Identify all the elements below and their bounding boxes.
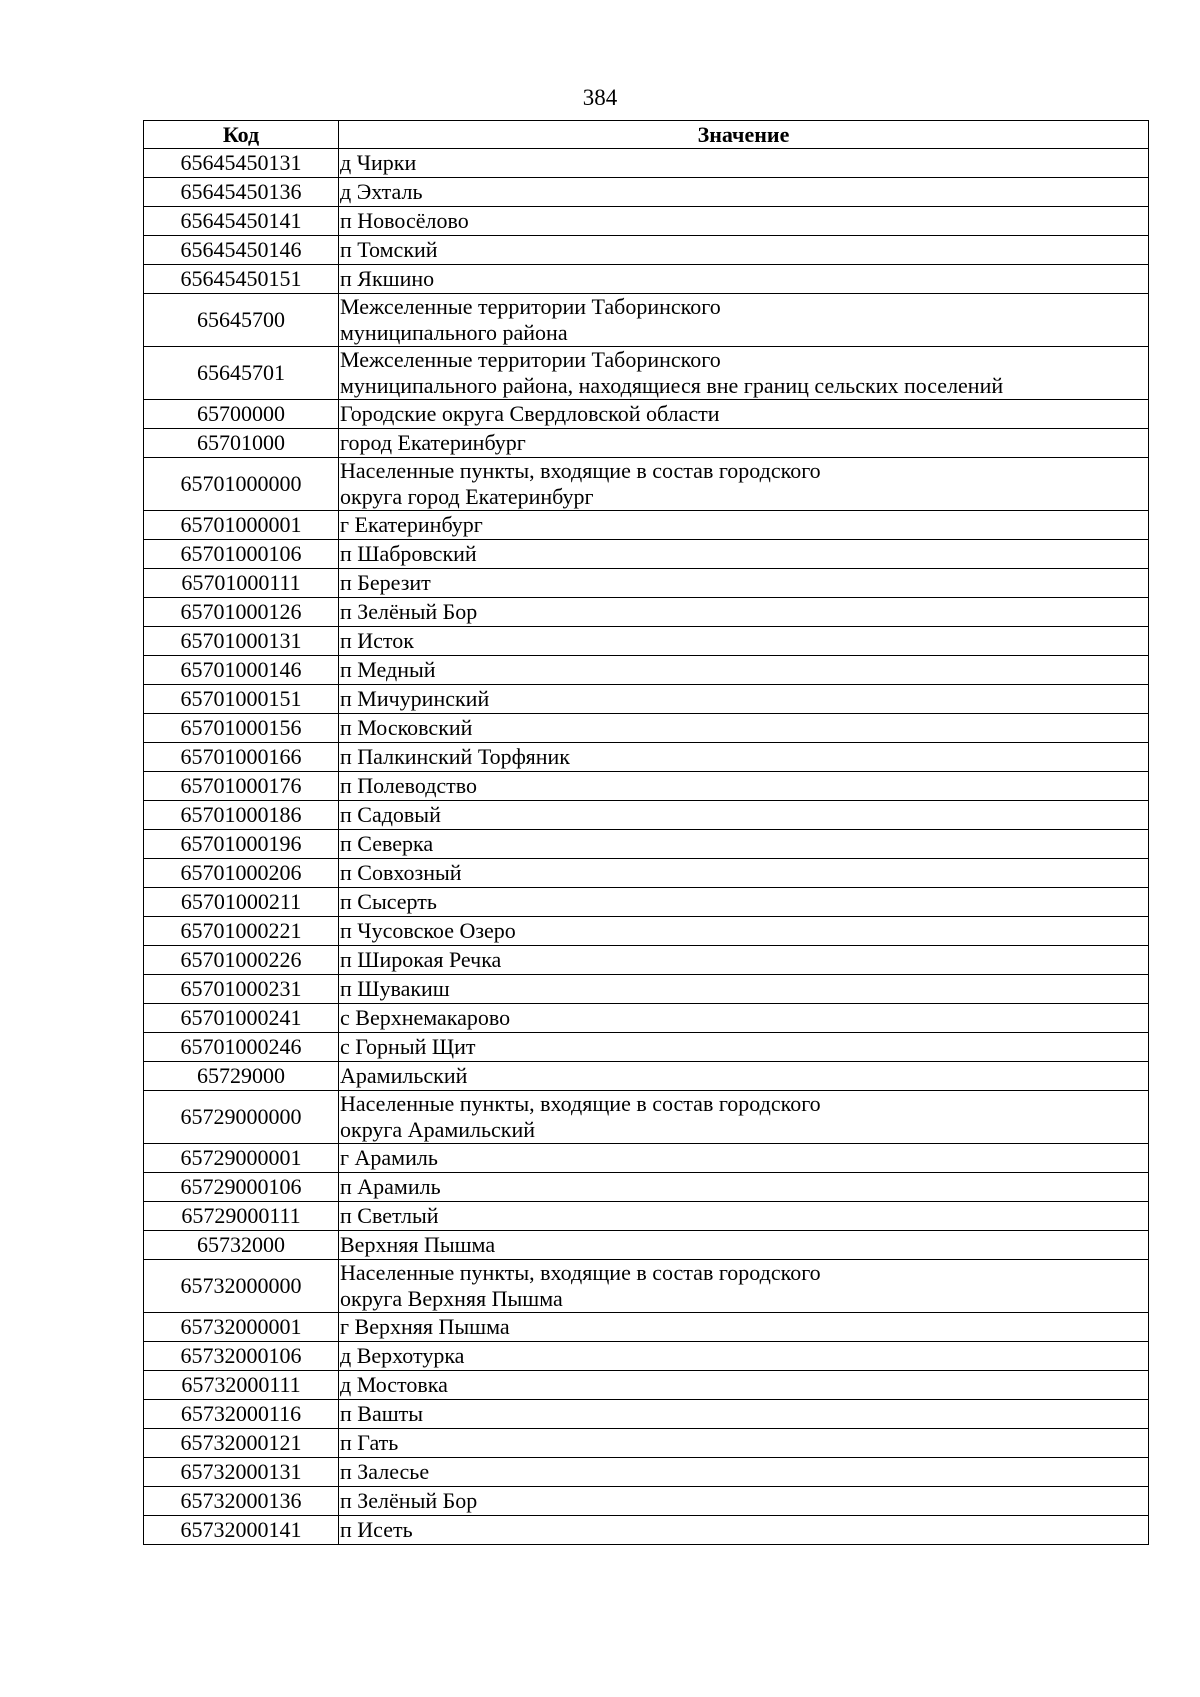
table-row bbox=[144, 236, 1149, 265]
value-cell: п Садовый bbox=[339, 801, 1149, 830]
value-cell: д Верхотурка bbox=[339, 1342, 1149, 1371]
code-cell: 65701000131 bbox=[144, 627, 339, 656]
value-cell: п Шувакиш bbox=[339, 975, 1149, 1004]
code-cell: 65732000001 bbox=[144, 1313, 339, 1342]
table-row bbox=[144, 1033, 1149, 1062]
code-cell: 65732000136 bbox=[144, 1487, 339, 1516]
value-cell: город Екатеринбург bbox=[339, 429, 1149, 458]
table-row bbox=[144, 1260, 1149, 1313]
table-header bbox=[144, 121, 1149, 149]
code-cell: 65701000156 bbox=[144, 714, 339, 743]
table-row bbox=[144, 598, 1149, 627]
code-cell: 65701000111 bbox=[144, 569, 339, 598]
value-cell: п Чусовское Озеро bbox=[339, 917, 1149, 946]
code-cell: 65701000176 bbox=[144, 772, 339, 801]
code-cell: 65701000001 bbox=[144, 511, 339, 540]
value-cell: д Чирки bbox=[339, 149, 1149, 178]
table-row bbox=[144, 1342, 1149, 1371]
code-cell: 65701000106 bbox=[144, 540, 339, 569]
table-row bbox=[144, 511, 1149, 540]
table-row bbox=[144, 1371, 1149, 1400]
table-row bbox=[144, 830, 1149, 859]
table-row bbox=[144, 743, 1149, 772]
page-number: 384 bbox=[582, 85, 618, 110]
code-cell: 65701000166 bbox=[144, 743, 339, 772]
value-cell: Межселенные территории Таборинского муниципального района, находящиеся вне границ сельских поселений bbox=[339, 347, 1149, 400]
code-cell: 65732000106 bbox=[144, 1342, 339, 1371]
table-row bbox=[144, 772, 1149, 801]
value-cell: д Мостовка bbox=[339, 1371, 1149, 1400]
table-row bbox=[144, 714, 1149, 743]
code-cell: 65701000146 bbox=[144, 656, 339, 685]
value-cell: п Московский bbox=[339, 714, 1149, 743]
value-cell: г Верхняя Пышма bbox=[339, 1313, 1149, 1342]
value-cell: п Шабровский bbox=[339, 540, 1149, 569]
table-row bbox=[144, 1516, 1149, 1545]
table-row bbox=[144, 685, 1149, 714]
value-cell: с Горный Щит bbox=[339, 1033, 1149, 1062]
table-row bbox=[144, 1091, 1149, 1144]
value-cell: Арамильский bbox=[339, 1062, 1149, 1091]
code-cell: 65701000231 bbox=[144, 975, 339, 1004]
code-cell: 65729000 bbox=[144, 1062, 339, 1091]
header-code: Код bbox=[144, 121, 339, 149]
value-cell: д Эхталь bbox=[339, 178, 1149, 207]
code-cell: 65701000211 bbox=[144, 888, 339, 917]
value-cell: п Палкинский Торфяник bbox=[339, 743, 1149, 772]
value-cell: Городские округа Свердловской области bbox=[339, 400, 1149, 429]
code-cell: 65732000116 bbox=[144, 1400, 339, 1429]
code-cell: 65645450146 bbox=[144, 236, 339, 265]
header-value: Значение bbox=[339, 121, 1149, 149]
code-cell: 65645701 bbox=[144, 347, 339, 400]
table-row bbox=[144, 178, 1149, 207]
code-cell: 65729000000 bbox=[144, 1091, 339, 1144]
table-row bbox=[144, 1004, 1149, 1033]
table-row bbox=[144, 207, 1149, 236]
code-cell: 65701000206 bbox=[144, 859, 339, 888]
code-cell: 65645700 bbox=[144, 294, 339, 347]
code-cell: 65701000151 bbox=[144, 685, 339, 714]
code-cell: 65732000121 bbox=[144, 1429, 339, 1458]
table-row bbox=[144, 347, 1149, 400]
code-cell: 65701000241 bbox=[144, 1004, 339, 1033]
value-cell: п Залесье bbox=[339, 1458, 1149, 1487]
value-cell: г Арамиль bbox=[339, 1144, 1149, 1173]
value-cell: п Исток bbox=[339, 627, 1149, 656]
value-cell: Населенные пункты, входящие в состав городского округа Верхняя Пышма bbox=[339, 1260, 1149, 1313]
value-cell: п Сысерть bbox=[339, 888, 1149, 917]
value-cell: п Полеводство bbox=[339, 772, 1149, 801]
table-row bbox=[144, 1202, 1149, 1231]
table-row bbox=[144, 975, 1149, 1004]
value-cell: Межселенные территории Таборинского муниципального района bbox=[339, 294, 1149, 347]
value-cell: п Светлый bbox=[339, 1202, 1149, 1231]
table-row bbox=[144, 859, 1149, 888]
table-body bbox=[144, 149, 1149, 1545]
value-cell: п Совхозный bbox=[339, 859, 1149, 888]
table-row bbox=[144, 294, 1149, 347]
code-cell: 65701000186 bbox=[144, 801, 339, 830]
table-row bbox=[144, 149, 1149, 178]
value-cell: п Томский bbox=[339, 236, 1149, 265]
table-row bbox=[144, 1429, 1149, 1458]
table-row bbox=[144, 1313, 1149, 1342]
value-cell: г Екатеринбург bbox=[339, 511, 1149, 540]
code-cell: 65701000226 bbox=[144, 946, 339, 975]
code-cell: 65732000 bbox=[144, 1231, 339, 1260]
code-cell: 65732000111 bbox=[144, 1371, 339, 1400]
table-row bbox=[144, 627, 1149, 656]
code-cell: 65732000141 bbox=[144, 1516, 339, 1545]
code-table bbox=[143, 120, 1149, 1545]
value-cell: п Исеть bbox=[339, 1516, 1149, 1545]
value-cell: п Вашты bbox=[339, 1400, 1149, 1429]
table-row bbox=[144, 429, 1149, 458]
code-cell: 65729000106 bbox=[144, 1173, 339, 1202]
value-cell: п Северка bbox=[339, 830, 1149, 859]
code-cell: 65732000131 bbox=[144, 1458, 339, 1487]
header-row bbox=[144, 121, 1149, 149]
table-row bbox=[144, 656, 1149, 685]
code-cell: 65701000221 bbox=[144, 917, 339, 946]
table-row bbox=[144, 1487, 1149, 1516]
table-row bbox=[144, 1400, 1149, 1429]
value-cell: п Гать bbox=[339, 1429, 1149, 1458]
table-row bbox=[144, 1458, 1149, 1487]
value-cell: п Арамиль bbox=[339, 1173, 1149, 1202]
table-row bbox=[144, 917, 1149, 946]
table-row bbox=[144, 540, 1149, 569]
table-row bbox=[144, 1231, 1149, 1260]
code-cell: 65701000000 bbox=[144, 458, 339, 511]
table-row bbox=[144, 1062, 1149, 1091]
value-cell: п Зелёный Бор bbox=[339, 598, 1149, 627]
value-cell: Населенные пункты, входящие в состав городского округа Арамильский bbox=[339, 1091, 1149, 1144]
value-cell: с Верхнемакарово bbox=[339, 1004, 1149, 1033]
value-cell: п Новосёлово bbox=[339, 207, 1149, 236]
code-cell: 65701000126 bbox=[144, 598, 339, 627]
value-cell: Верхняя Пышма bbox=[339, 1231, 1149, 1260]
code-cell: 65729000111 bbox=[144, 1202, 339, 1231]
table-row bbox=[144, 946, 1149, 975]
value-cell: Населенные пункты, входящие в состав городского округа город Екатеринбург bbox=[339, 458, 1149, 511]
code-cell: 65701000 bbox=[144, 429, 339, 458]
code-cell: 65701000196 bbox=[144, 830, 339, 859]
table-row bbox=[144, 888, 1149, 917]
code-cell: 65729000001 bbox=[144, 1144, 339, 1173]
table-row bbox=[144, 569, 1149, 598]
code-cell: 65645450131 bbox=[144, 149, 339, 178]
table-row bbox=[144, 801, 1149, 830]
value-cell: п Якшино bbox=[339, 265, 1149, 294]
code-cell: 65645450141 bbox=[144, 207, 339, 236]
table-row bbox=[144, 1144, 1149, 1173]
value-cell: п Березит bbox=[339, 569, 1149, 598]
table-row bbox=[144, 458, 1149, 511]
code-cell: 65645450151 bbox=[144, 265, 339, 294]
value-cell: п Мичуринский bbox=[339, 685, 1149, 714]
value-cell: п Медный bbox=[339, 656, 1149, 685]
value-cell: п Зелёный Бор bbox=[339, 1487, 1149, 1516]
value-cell: п Широкая Речка bbox=[339, 946, 1149, 975]
code-cell: 65701000246 bbox=[144, 1033, 339, 1062]
code-cell: 65732000000 bbox=[144, 1260, 339, 1313]
code-cell: 65645450136 bbox=[144, 178, 339, 207]
table-row bbox=[144, 400, 1149, 429]
code-cell: 65700000 bbox=[144, 400, 339, 429]
table-row bbox=[144, 265, 1149, 294]
table-row bbox=[144, 1173, 1149, 1202]
